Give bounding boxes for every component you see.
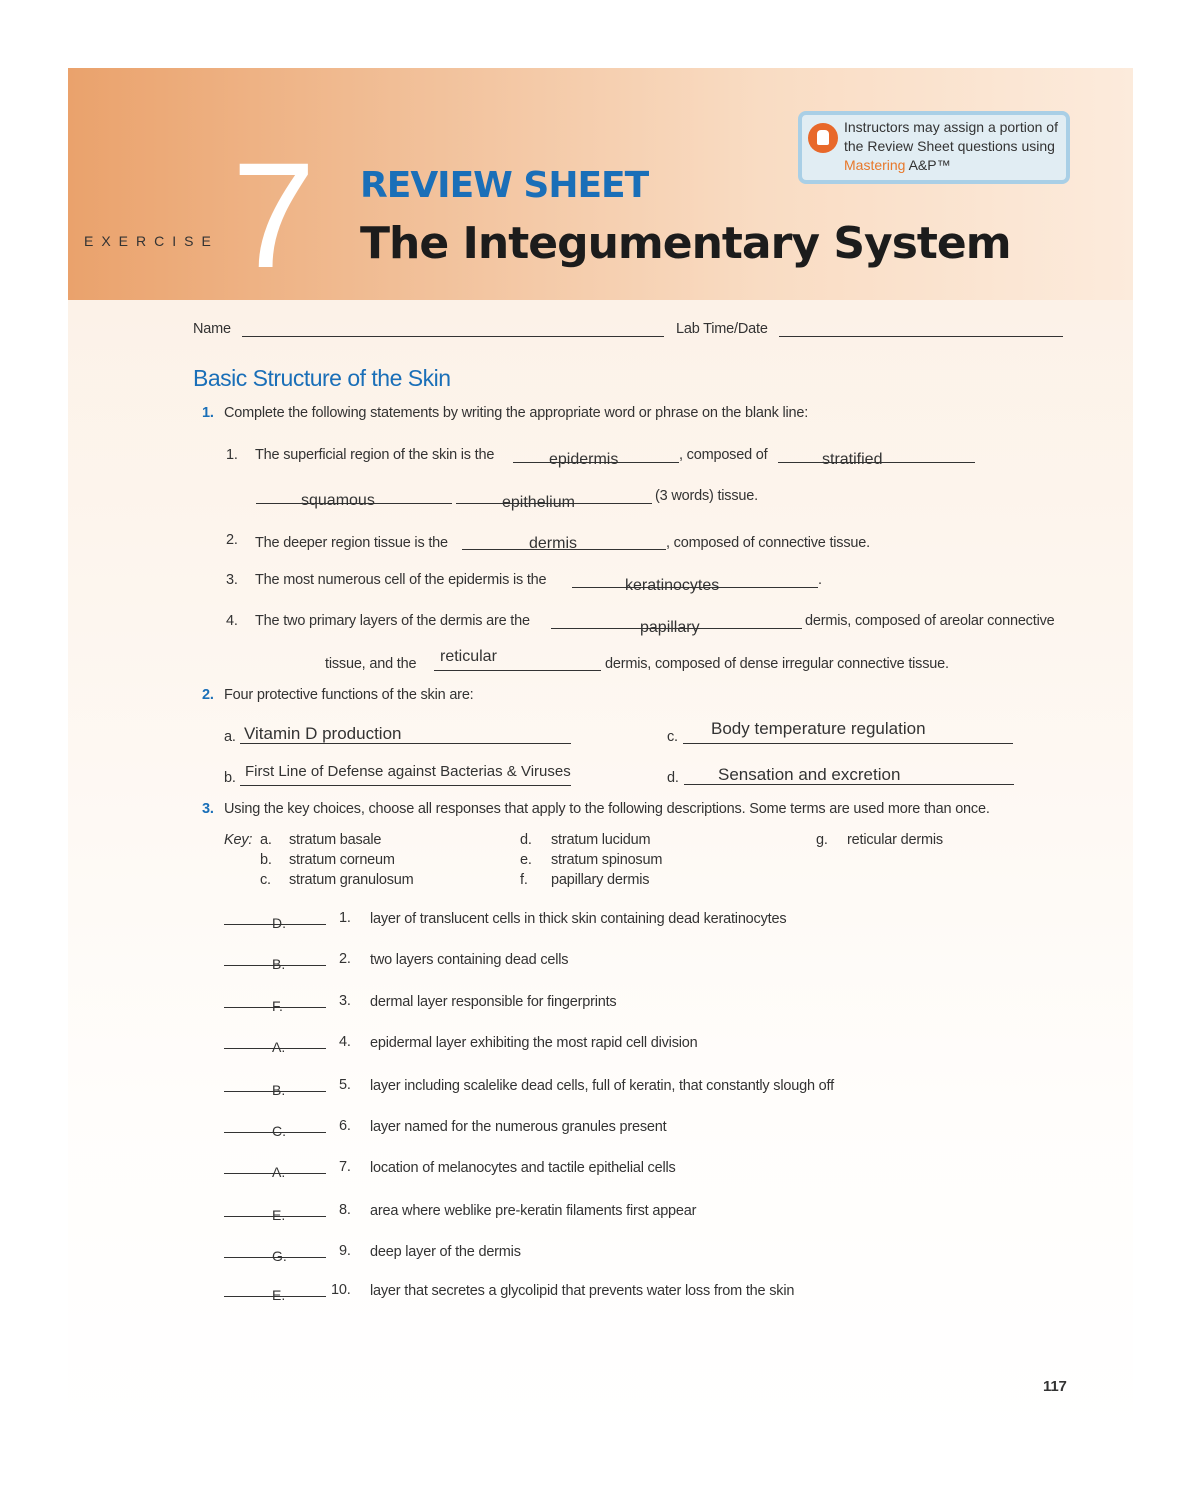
q2-answer-c: Body temperature regulation (711, 719, 926, 738)
q3-item-text: layer of translucent cells in thick skin containing dead keratinocytes (370, 911, 787, 927)
name-label: Name (193, 321, 231, 337)
q3-item-number: 2. (339, 951, 351, 967)
s2-number: 2. (226, 532, 238, 548)
q2-prompt: Four protective functions of the skin are: (224, 687, 474, 703)
badge-text (844, 118, 1066, 175)
key-term: stratum granulosum (289, 872, 414, 888)
key-term: stratum corneum (289, 852, 395, 868)
q2-letter-b: b. (224, 770, 236, 786)
s1-number: 1. (226, 447, 238, 463)
page-title: The Integumentary System (360, 218, 1011, 269)
q3-answer: E. (272, 1207, 286, 1223)
q3-item-text: layer including scalelike dead cells, full of keratin, that constantly slough off (370, 1078, 834, 1094)
q3-item-text: layer that secretes a glycolipid that prevents water loss from the skin (370, 1283, 795, 1299)
s1-answer-3: squamous (301, 492, 375, 509)
q3-item-number: 10. (331, 1282, 351, 1298)
key-letter: c. (260, 872, 271, 888)
q3-item-number: 9. (339, 1243, 351, 1259)
key-letter: e. (520, 852, 532, 868)
s4-text: The two primary layers of the dermis are the (255, 613, 530, 629)
q2-number: 2. (202, 687, 214, 703)
q3-item-text: two layers containing dead cells (370, 952, 569, 968)
q3-item-text: location of melanocytes and tactile epithelial cells (370, 1160, 676, 1176)
s1-text: The superficial region of the skin is the (255, 447, 495, 463)
q2-answer-b: First Line of Defense against Bacterias & Viruses (245, 763, 571, 780)
s4-number: 4. (226, 613, 238, 629)
key-letter: d. (520, 832, 532, 848)
q3-prompt: Using the key choices, choose all responses that apply to the following descriptions. Some terms are used more than once. (224, 801, 990, 817)
q3-number: 3. (202, 801, 214, 817)
badge-line: Instructors may assign a portion of the Review Sheet questions using (844, 119, 1058, 154)
q3-item-number: 6. (339, 1118, 351, 1134)
q3-answer: D. (272, 915, 286, 931)
s3-number: 3. (226, 572, 238, 588)
badge-suffix: A&P™ (908, 157, 951, 173)
q3-answer: A. (272, 1039, 286, 1055)
q3-item-text: layer named for the numerous granules present (370, 1119, 667, 1135)
q3-item-number: 7. (339, 1159, 351, 1175)
key-term: reticular dermis (847, 832, 943, 848)
q2-letter-d: d. (667, 770, 679, 786)
q2-answer-d: Sensation and excretion (718, 765, 901, 784)
q2-letter-c: c. (667, 729, 678, 745)
q3-answer: F. (272, 998, 283, 1014)
q3-item-text: dermal layer responsible for fingerprints (370, 994, 617, 1010)
q3-item-number: 1. (339, 910, 351, 926)
exercise-number: 7 (232, 131, 316, 299)
q1-number: 1. (202, 405, 214, 421)
q3-item-number: 5. (339, 1077, 351, 1093)
s1-text-c: (3 words) tissue. (655, 488, 758, 504)
q3-item-number: 8. (339, 1202, 351, 1218)
review-sheet-label: REVIEW SHEET (360, 165, 649, 206)
s3-answer: keratinocytes (625, 577, 720, 594)
s1-answer-1: epidermis (549, 451, 619, 468)
q3-item-number: 3. (339, 993, 351, 1009)
s2-text: The deeper region tissue is the (255, 535, 448, 551)
key-letter: b. (260, 852, 272, 868)
lab-time-label: Lab Time/Date (676, 321, 768, 337)
instructor-icon (808, 123, 838, 153)
q3-answer: A. (272, 1164, 286, 1180)
s3-text-b: . (818, 572, 822, 588)
s4-answer-1: papillary (640, 619, 700, 636)
q3-item-text: deep layer of the dermis (370, 1244, 521, 1260)
s3-text: The most numerous cell of the epidermis is the (255, 572, 547, 588)
s1-answer-2: stratified (822, 451, 883, 468)
key-label: Key: (224, 832, 253, 848)
q3-answer: B. (272, 956, 286, 972)
q3-answer: B. (272, 1082, 286, 1098)
lab-time-field[interactable] (779, 323, 1063, 337)
s4-text-b: dermis, composed of areolar connective (805, 613, 1055, 629)
s1-answer-4: epithelium (502, 494, 575, 511)
q3-item-text: area where weblike pre-keratin filaments first appear (370, 1203, 697, 1219)
key-term: stratum spinosum (551, 852, 663, 868)
key-term: stratum lucidum (551, 832, 651, 848)
mastering-badge (798, 111, 1070, 184)
s4-text-d: dermis, composed of dense irregular connective tissue. (605, 656, 949, 672)
q3-item-number: 4. (339, 1034, 351, 1050)
q2-answer-a: Vitamin D production (244, 724, 402, 743)
key-term: papillary dermis (551, 872, 650, 888)
s4-answer-2: reticular (440, 648, 497, 665)
name-field[interactable] (242, 323, 664, 337)
q3-answer: E. (272, 1287, 286, 1303)
page-number: 117 (1043, 1378, 1067, 1395)
q2-letter-a: a. (224, 729, 236, 745)
q3-answer: C. (272, 1123, 286, 1139)
badge-brand: Mastering (844, 157, 906, 173)
q3-answer: G. (272, 1248, 287, 1264)
exercise-label: EXERCISE (84, 233, 219, 249)
key-letter: g. (816, 832, 828, 848)
key-letter: a. (260, 832, 272, 848)
s4-text-c: tissue, and the (325, 656, 417, 672)
key-letter: f. (520, 872, 528, 888)
key-term: stratum basale (289, 832, 382, 848)
q1-prompt: Complete the following statements by writing the appropriate word or phrase on the blank line: (224, 405, 809, 421)
s2-text-b: , composed of connective tissue. (666, 535, 870, 551)
s1-text-b: , composed of (679, 447, 768, 463)
q3-item-text: epidermal layer exhibiting the most rapid cell division (370, 1035, 698, 1051)
section-heading: Basic Structure of the Skin (193, 365, 451, 391)
s2-answer: dermis (529, 535, 578, 552)
